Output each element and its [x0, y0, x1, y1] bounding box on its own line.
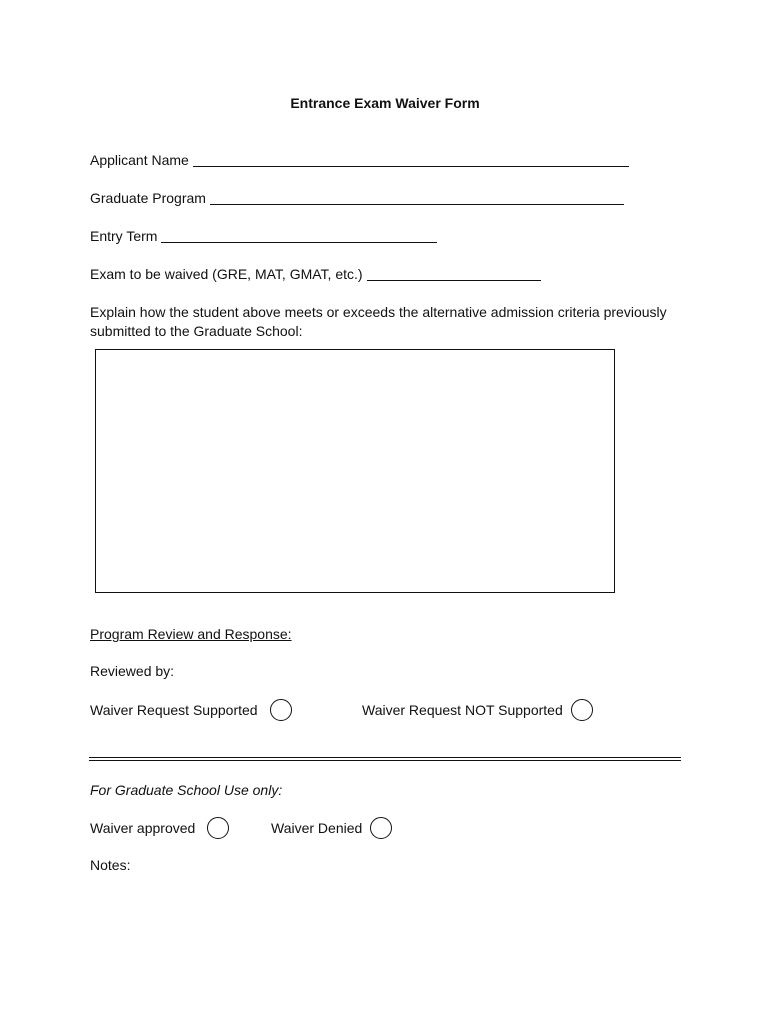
program-review-heading: Program Review and Response: — [90, 626, 292, 642]
entry-term-label: Entry Term — [90, 228, 158, 244]
applicant-name-label: Applicant Name — [90, 152, 189, 168]
approved-radio[interactable] — [207, 817, 229, 839]
exam-row — [90, 265, 541, 283]
graduate-school-heading: For Graduate School Use only: — [90, 782, 283, 798]
graduate-program-field[interactable] — [210, 189, 624, 205]
denied-radio[interactable] — [370, 817, 392, 839]
not-supported-label: Waiver Request NOT Supported — [362, 702, 563, 718]
applicant-name-row — [90, 151, 629, 169]
entry-term-row — [90, 227, 437, 245]
section-divider — [89, 757, 681, 758]
entry-term-field[interactable] — [161, 227, 437, 243]
explanation-textbox[interactable] — [95, 349, 615, 593]
denied-label: Waiver Denied — [271, 820, 363, 836]
explain-instructions: Explain how the student above meets or exceeds the alternative admission criteria previously submitted to the Graduate School: — [90, 304, 667, 339]
supported-label: Waiver Request Supported — [90, 702, 258, 718]
approved-label: Waiver approved — [90, 820, 196, 836]
reviewed-by-label: Reviewed by: — [90, 663, 175, 679]
exam-label: Exam to be waived (GRE, MAT, GMAT, etc.) — [90, 266, 363, 282]
supported-option — [90, 699, 292, 721]
graduate-program-row — [90, 189, 624, 207]
not-supported-option — [362, 699, 593, 721]
supported-radio[interactable] — [270, 699, 292, 721]
not-supported-radio[interactable] — [571, 699, 593, 721]
section-divider-secondary — [89, 760, 681, 761]
exam-field[interactable] — [367, 265, 541, 281]
notes-label: Notes: — [90, 857, 131, 873]
graduate-program-label: Graduate Program — [90, 190, 206, 206]
applicant-name-field[interactable] — [193, 151, 629, 167]
form-title: Entrance Exam Waiver Form — [290, 95, 480, 111]
denied-option — [271, 817, 392, 839]
approved-option — [90, 817, 229, 839]
